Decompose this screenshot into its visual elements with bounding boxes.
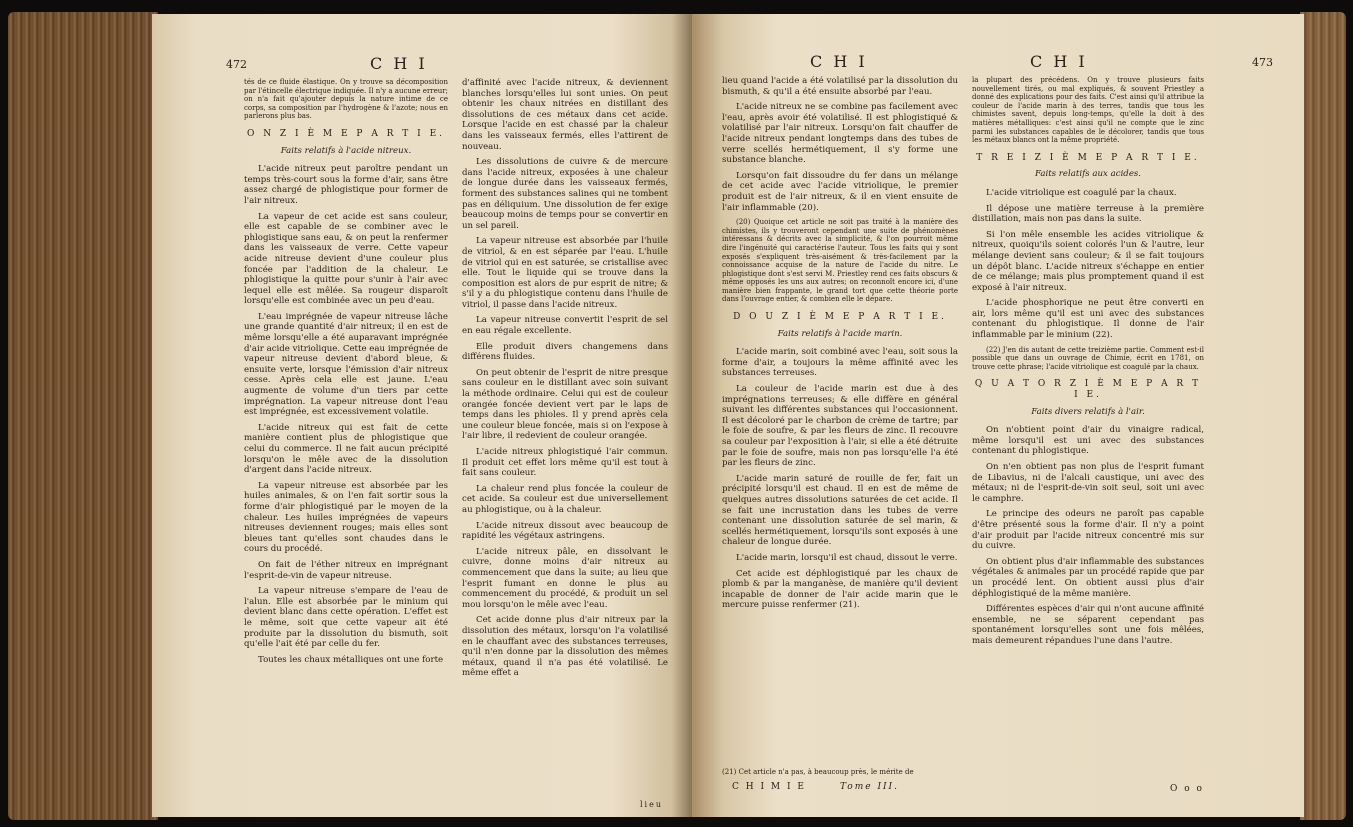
paragraph: La vapeur nitreuse est absorbée par les huiles animales, & on l'en fait sortir sous la forme d'air phlogistiqué par le moyen de la chaleur. Les huiles imprégnées de vapeurs nitreuses deviennent rouges; mais elles sont bleues tant qu'elles sont chaudes dans le cours du procédé. <box>244 480 448 555</box>
section-subtitle: Faits divers relatifs à l'air. <box>1031 406 1145 417</box>
paragraph: Cet acide donne plus d'air nitreux par la dissolution des métaux, lorsqu'on l'a volatilisé en le chauffant avec des substances terreuses, qu'il n'en donne par la dissolution des mêmes métaux, quand il n'a pas été volatilisé. Le même effet a <box>462 615 668 679</box>
paragraph: On obtient plus d'air inflammable des substances végétales & animales par un procédé rapide que par un procédé lent. On obtient aussi plus d'air déphlogistiqué de la même manière. <box>972 556 1204 599</box>
intro-text: tés de ce fluide élastique. On y trouve sa décomposition par l'étincelle électrique indiquée. Il n'y a aucune erreur; on n'a fait qu'ajouter depuis la nature intime de ce corps, sa composition par l'hydrogène & l'azote; nous en parlerons plus bas. <box>244 78 448 121</box>
running-header-right-1: C H I <box>810 52 868 71</box>
left-page <box>152 14 692 817</box>
signature-mark: O o o <box>1170 784 1204 794</box>
paragraph: Lorsqu'on fait dissoudre du fer dans un mélange de cet acide avec l'acide vitriolique, le premier produit est de l'air nitreux, & il en vient ensuite de l'air inflammable (20). <box>722 170 958 213</box>
paragraph: Le principe des odeurs ne paroît pas capable d'être présenté sous la forme d'air. Il n'y a point d'air produit par l'acide nitreux concentré mis sur du cuivre. <box>972 509 1204 552</box>
paragraph: La vapeur nitreuse s'empare de l'eau de l'alun. Elle est absorbée par le minium qui devient blanc dans cette opération. L'effet est le même, soit que cette vapeur ait été produite par la dissolution du bismuth, soit qu'elle l'ait été par celle du fer. <box>244 586 448 650</box>
running-header-left: C H I <box>370 54 428 73</box>
section-subtitle: Faits relatifs à l'acide nitreux. <box>280 145 412 156</box>
paragraph: L'acide marin, soit combiné avec l'eau, soit sous la forme d'air, a toujours la même affinité avec les substances terreuses. <box>722 347 958 379</box>
running-header-right-2: C H I <box>1030 52 1088 71</box>
right-column-2 <box>972 76 1204 776</box>
footnote: (22) J'en dis autant de cette treizième partie. Comment est-il possible que dans un ouvrage de Chimie, écrit en 1781, on trouve cette phrase; l'acide vitriolique est coagulé par la chaux. <box>972 345 1204 371</box>
catchword-left: lieu <box>640 800 664 809</box>
book-edge-right <box>1300 12 1346 820</box>
section-title: Q U A T O R Z I È M E P A R T I E. <box>974 379 1202 401</box>
paragraph: L'acide nitreux ne se combine pas facilement avec l'eau, après avoir été volatilisé. Il est phlogistiqué & volatilisé par l'air nitreux. Lorsqu'on fait chauffer de l'acide nitreux pendant longtemps dans des tubes de verre scellés hermétiquement, il s'y forme une substance blanche. <box>722 102 958 166</box>
section-subtitle: Faits relatifs à l'acide marin. <box>777 328 903 339</box>
paragraph: L'acide nitreux qui est fait de cette manière contient plus de phlogistique que celui du commerce. Il ne fait aucun précipité lorsqu'on le mêle avec de la dissolution d'argent dans l'acide nitreux. <box>244 422 448 476</box>
section-title: O N Z I È M E P A R T I E. <box>246 128 446 139</box>
paragraph: On fait de l'éther nitreux en imprégnant l'esprit-de-vin de vapeur nitreuse. <box>244 559 448 581</box>
paragraph: On n'obtient point d'air du vinaigre radical, même lorsqu'il est uni avec des substances contenant du phlogistique. <box>972 425 1204 457</box>
paragraph: lieu quand l'acide a été volatilisé par la dissolution du bismuth, & qu'il a été ensuite absorbé par l'eau. <box>722 76 958 97</box>
tome-label: Tome III. <box>840 782 899 792</box>
paragraph: L'acide nitreux peut paroître pendant un temps très-court sous la forme d'air, sans être assez chargé de phlogistique pour former de l'air nitreux. <box>244 164 448 206</box>
paragraph: Cet acide est déphlogistiqué par les chaux de plomb & par la manganèse, de manière qu'il devient incapable de donner de l'air acide marin que le mercure puisse renfermer (21). <box>722 568 958 611</box>
paragraph: d'affinité avec l'acide nitreux, & deviennent blanches lorsqu'elles lui sont unies. On peut obtenir les chaux nitrées en distillant des dissolutions de ces métaux dans cet acide. Lorsque l'acide en est chassé par la chaleur dans les vaisseaux fermés, elles l'attirent de nouveau. <box>462 78 668 152</box>
paragraph: L'acide vitriolique est coagulé par la chaux. <box>986 187 1177 198</box>
paragraph: La vapeur nitreuse est absorbée par l'huile de vitriol, & en est séparée par l'eau. L'huile de vitriol qui en est saturée, se cristallise avec elle. Tout le liquide qui se trouve dans la composition est alors de pur esprit de nitre; & s'il y a du phlogistique contenu dans l'huile de vitriol, il passe dans l'acide nitreux. <box>462 236 668 310</box>
page-number-right: 473 <box>1252 56 1273 69</box>
paragraph: On n'en obtient pas non plus de l'esprit fumant de Libavius, ni de l'alcali caustique, uni avec des métaux; ni de l'esprit-de-vin soit seul, soit uni avec le camphre. <box>972 462 1204 504</box>
book-edge-left <box>8 12 158 820</box>
paragraph: L'acide marin saturé de rouille de fer, fait un précipité lorsqu'il est chaud. Il en est de même de quelques autres dissolutions saturées de cet acide. Il se fait une incrustation dans les tubes de verre contenant une dissolution saturée de sel marin, & scellés hermétiquement, lorsqu'ils sont exposés à une chaleur de longue durée. <box>722 473 958 548</box>
paragraph: Toutes les chaux métalliques ont une forte <box>258 654 444 665</box>
right-page <box>692 14 1304 817</box>
page-number-left: 472 <box>226 58 247 71</box>
paragraph: La vapeur de cet acide est sans couleur, elle est capable de se combiner avec le phlogistique sans eau, & on peut la renfermer dans les vaisseaux de verre. Cette vapeur acide nitreuse devient d'une couleur plus foncée par l'addition de la chaleur. Le phlogistique la quitte pour s'unir à l'air avec lequel elle est mêlée. Sa rougeur disparoît lorsqu'elle est combinée avec un peu d'eau. <box>244 211 448 307</box>
footnote: (20) Quoique cet article ne soit pas traité à la manière des chimistes, ils y trouveront cependant une suite de phénomènes intéressans & décrits avec la simplicité, & l'on pourroit même dire l'ingénuité qui caractérise l'auteur. Tous les faits qui y sont exposés s'expliquent très-aisément & très-facilement par la connoissance acquise de la nature de l'acide du nitre. Le phlogistique dont s'est servi M. Priestley rend ces faits obscurs & même opposés les uns aux autres; on reconnoît encore ici, d'une manière bien frappante, le grand tort que cette théorie porte dans l'ouvrage entier, & combien elle le dépare. <box>722 218 958 304</box>
paragraph: Différentes espèces d'air qui n'ont aucune affinité ensemble, ne se séparent cependant pas spontanément lorsqu'elles sont une fois mêlées, mais demeurent répandues l'une dans l'autre. <box>972 604 1204 646</box>
paragraph: La vapeur nitreuse convertit l'esprit de sel en eau régale excellente. <box>462 315 668 337</box>
right-footnote-start <box>722 768 958 782</box>
right-column-1 <box>722 76 958 766</box>
section-title: D O U Z I È M E P A R T I E. <box>733 312 947 323</box>
paragraph: L'acide nitreux phlogistiqué l'air commun. Il produit cet effet lors même qu'il est tout à fait sans couleur. <box>462 447 668 479</box>
paragraph: Si l'on mêle ensemble les acides vitriolique & nitreux, quoiqu'ils soient colorés l'un & l'autre, leur mélange devient sans couleur; & il se fait toujours un dépôt blanc. L'acide nitreux s'échappe en entier de ce mélange; mais plus promptement quand il est exposé à l'air nitreux. <box>972 229 1204 293</box>
paragraph: La chaleur rend plus foncée la couleur de cet acide. Sa couleur est due universellement au phlogistique, ou à la chaleur. <box>462 483 668 515</box>
paragraph: L'acide nitreux dissout avec beaucoup de rapidité les végétaux astringens. <box>462 520 668 542</box>
footnote-continued: la plupart des précédens. On y trouve plusieurs faits nouvellement tirés, ou mal expliqués, & souvent Priestley a donné des explications pour des faits. C'est ainsi qu'il attribue la couleur de l'acide marin à des terres, tandis que tous les chimistes savent, depuis long-temps, qu'elle la doit à des matières métalliques: c'est ainsi qu'il ne compte que le zinc parmi les substances capables de le décolorer, tandis que tous les métaux blancs ont la même propriété. <box>972 76 1204 145</box>
left-column-2 <box>462 78 668 788</box>
paragraph: La couleur de l'acide marin est due à des imprégnations terreuses; & elle diffère en général suivant les différentes substances qui l'occasionnent. Il est décoloré par le charbon de crème de tartre; par le foie de soufre, & par les fleurs de zinc. Il recouvre sa couleur par l'exposition à l'air, si elle a été détruite par le foie de soufre, mais non pas lorsqu'elle l'a été par les fleurs de zinc. <box>722 384 958 469</box>
section-subtitle: Faits relatifs aux acides. <box>1034 169 1142 180</box>
signature-chimie: C H I M I E <box>732 782 806 792</box>
paragraph: L'acide phosphorique ne peut être converti en air, lors même qu'il est uni avec des substances contenant du phlogistique. Il donne de l'air inflammable par le minium (22). <box>972 298 1204 341</box>
paragraph: L'acide marin, lorsqu'il est chaud, dissout le verre. <box>736 552 958 563</box>
paragraph: Les dissolutions de cuivre & de mercure dans l'acide nitreux, exposées à une chaleur de longue durée dans les vaisseaux fermés, forment des substances salines qui ne tombent pas en déliquium. Une dissolution de fer exige beaucoup moins de temps pour se convertir en un sel pareil. <box>462 157 668 231</box>
paragraph: L'acide nitreux pâle, en dissolvant le cuivre, donne moins d'air nitreux au commencement que dans la suite; au lieu que l'esprit fumant en donne le plus au commencement du procédé, & produit un sel mou lorsqu'on le mêle avec l'eau. <box>462 546 668 610</box>
section-title: T R E I Z I È M E P A R T I E. <box>976 152 1200 163</box>
left-column-1 <box>244 78 448 768</box>
paragraph: Elle produit divers changemens dans différens fluides. <box>462 341 668 363</box>
footnote: (21) Cet article n'a pas, à beaucoup près, le mérite de <box>722 768 914 776</box>
paragraph: Il dépose une matière terreuse à la première distillation, mais non pas dans la suite. <box>972 203 1204 225</box>
paragraph: On peut obtenir de l'esprit de nitre presque sans couleur en le distillant avec soin suivant la méthode ordinaire. Celui qui est de couleur orangée foncée devient vert par le laps de temps dans les phioles. Il y prend après cela une couleur bleue foncée, mais si on l'expose à l'air libre, il redevient de couleur orangée. <box>462 367 668 442</box>
paragraph: L'eau imprégnée de vapeur nitreuse lâche une grande quantité d'air nitreux; il en est de même lorsqu'elle a été auparavant imprégnée d'air acide vitriolique. Cette eau imprégnée de vapeur nitreuse devient d'abord bleue, & ensuite verte, lorsque l'émission d'air nitreux cesse. Après cela elle est jaune. L'eau augmente de volume d'un tiers par cette imprégnation. La vapeur nitreuse dont l'eau est imprégnée, est excessivement volatile. <box>244 311 448 418</box>
